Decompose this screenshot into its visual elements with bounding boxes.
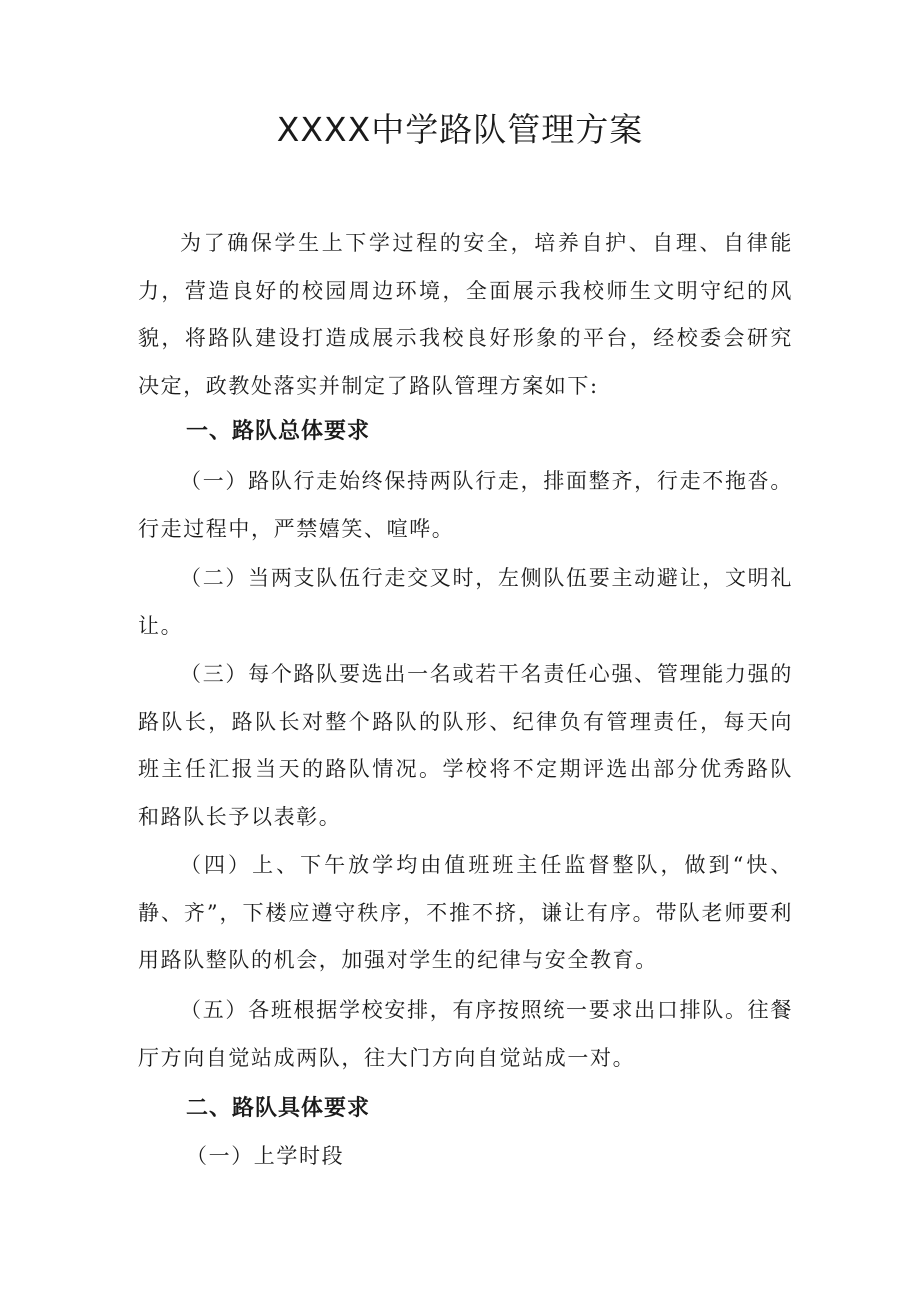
intro-paragraph: 为了确保学生上下学过程的安全，培养自护、自理、自律能力，营造良好的校园周边环境，全面展示我校师生文明守纪的风貌，将路队建设打造成展示我校良好形象的平台，经校委会研究决定，政教处落实并制定了路队管理方案如下:: [138, 231, 793, 398]
section-1-item-1: （一）路队行走始终保持两队行走，排面整齐，行走不拖沓。行走过程中，严禁嬉笑、喧哗。: [138, 469, 793, 541]
section-1-item-5: （五）各班根据学校安排，有序按照统一要求出口排队。往餐厅方向自觉站成两队，往大门方向自觉站成一对。: [138, 998, 793, 1070]
section-2-sub-1: （一）上学时段: [186, 1144, 345, 1168]
section-2-heading: 二、路队具体要求: [186, 1096, 371, 1121]
section-1-item-4: （四）上、下午放学均由值班班主任监督整队，做到“快、静、齐”，下楼应遵守秩序，不推不挤，谦让有序。带队老师要利用路队整队的机会，加强对学生的纪律与安全教育。: [138, 853, 793, 972]
section-1-item-2: （二）当两支队伍行走交叉时，左侧队伍要主动避让，文明礼让。: [138, 566, 793, 638]
section-1-heading: 一、路队总体要求: [186, 419, 371, 444]
section-1-item-3: （三）每个路队要选出一名或若干名责任心强、管理能力强的路队长，路队长对整个路队的队形、纪律负有管理责任，每天向班主任汇报当天的路队情况。学校将不定期评选出部分优秀路队和路队长予以表彰。: [138, 662, 793, 829]
document-title: XXXX中学路队管理方案: [276, 110, 644, 149]
